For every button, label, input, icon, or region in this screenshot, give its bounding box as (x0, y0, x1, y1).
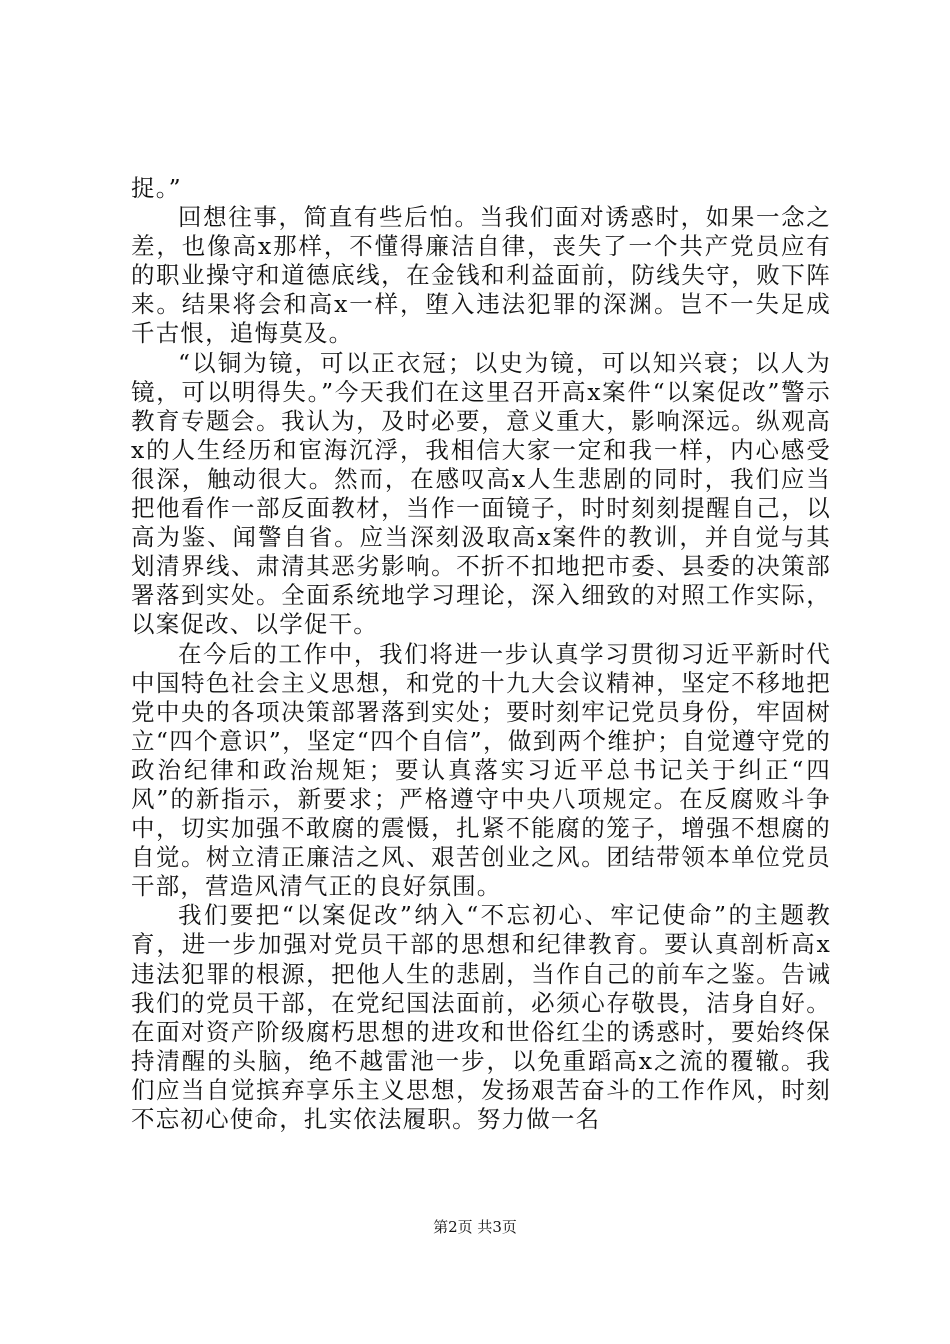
document-body (131, 174, 831, 1134)
paragraph-2: 回想往事，简直有些后怕。当我们面对诱惑时，如果一念之差，也像高x那样，不懂得廉洁自律，丧失了一个共产党员应有的职业操守和道德底线，在金钱和利益面前，防线失守，败下阵来。结果将会和高x一样，堕入违法犯罪的深渊。岂不一失足成千古恨，追悔莫及。 (131, 203, 831, 348)
paragraph-3: “以铜为镜，可以正衣冠；以史为镜，可以知兴衰；以人为镜，可以明得失。”今天我们在这里召开高x案件“以案促改”警示教育专题会。我认为，及时必要，意义重大，影响深远。纵观高x的人生经历和宦海沉浮，我相信大家一定和我一样，内心感受很深，触动很大。然而，在感叹高x人生悲剧的同时，我们应当把他看作一部反面教材，当作一面镜子，时时刻刻提醒自己，以高为鉴、闻警自省。应当深刻汲取高x案件的教训，并自觉与其划清界线、肃清其恶劣影响。不折不扣地把市委、县委的决策部署落到实处。全面系统地学习理论，深入细致的对照工作实际，以案促改、以学促干。 (131, 348, 831, 639)
page-number-footer: 第2页 共3页 (433, 1218, 517, 1236)
paragraph-5: 我们要把“以案促改”纳入“不忘初心、牢记使命”的主题教育，进一步加强对党员干部的思想和纪律教育。要认真剖析高x违法犯罪的根源，把他人生的悲剧，当作自己的前车之鉴。告诫我们的党员干部，在党纪国法面前，必须心存敬畏，洁身自好。在面对资产阶级腐朽思想的进攻和世俗红尘的诱惑时，要始终保持清醒的头脑，绝不越雷池一步，以免重蹈高x之流的覆辙。我们应当自觉摈弃享乐主义思想，发扬艰苦奋斗的工作作风，时刻不忘初心使命，扎实依法履职。努力做一名 (131, 901, 831, 1133)
paragraph-1: 捉。” (131, 174, 182, 202)
paragraph-4: 在今后的工作中，我们将进一步认真学习贯彻习近平新时代中国特色社会主义思想，和党的十九大会议精神，坚定不移地把党中央的各项决策部署落到实处；要时刻牢记党员身份，牢固树立“四个意识”，坚定“四个自信”，做到两个维护；自觉遵守党的政治纪律和政治规矩；要认真落实习近平总书记关于纠正“四风”的新指示，新要求；严格遵守中央八项规定。在反腐败斗争中，切实加强不敢腐的震慑，扎紧不能腐的笼子，增强不想腐的自觉。树立清正廉洁之风、艰苦创业之风。团结带领本单位党员干部，营造风清气正的良好氛围。 (131, 639, 831, 901)
